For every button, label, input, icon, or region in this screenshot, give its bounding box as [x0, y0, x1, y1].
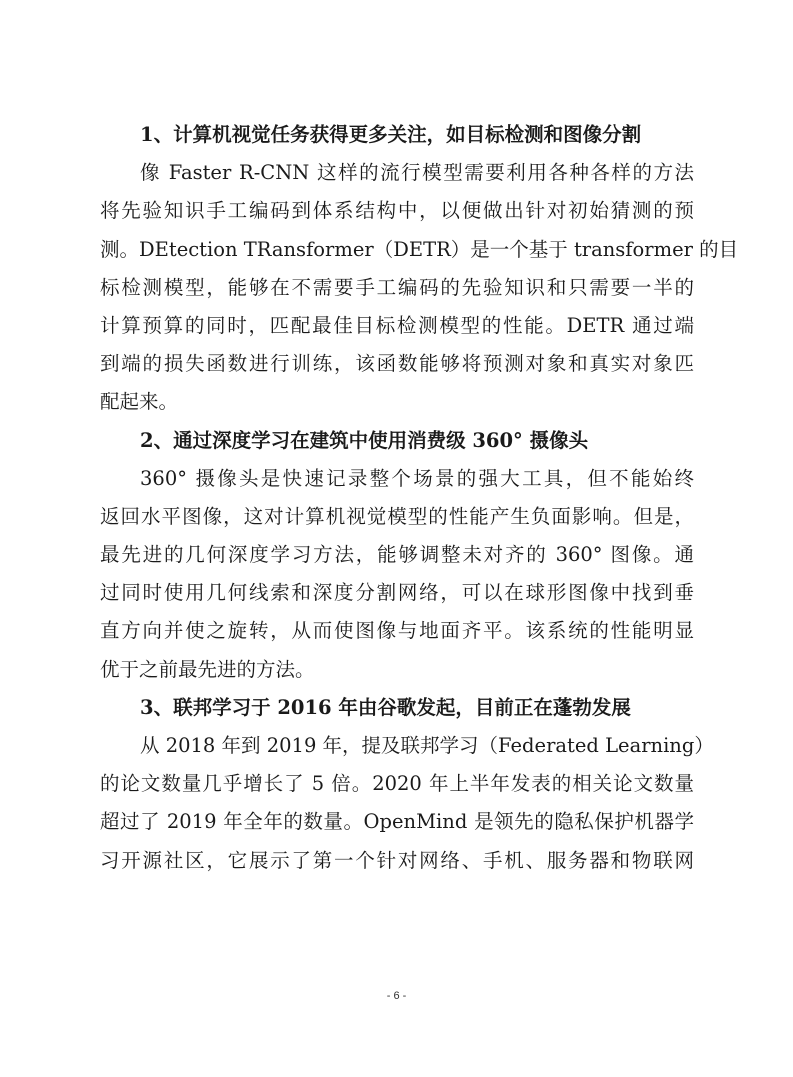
section-3	[100, 689, 714, 880]
section-heading: 1、计算机视觉任务获得更多关注，如目标检测和图像分割	[140, 123, 642, 146]
paragraph-line: 的论文数量几乎增长了 5 倍。2020 年上半年发表的相关论文数量	[100, 772, 694, 796]
page-number: - 6 -	[386, 990, 407, 1002]
paragraph-line: 测。DEtection TRansformer（DETR）是一个基于 transformer 的目	[100, 237, 739, 261]
paragraph-line: 将先验知识手工编码到体系结构中，以便做出针对初始猜测的预	[100, 199, 694, 223]
document-body	[100, 116, 739, 880]
paragraph-line: 返回水平图像，这对计算机视觉模型的性能产生负面影响。但是，	[100, 504, 694, 528]
paragraph-line: 从 2018 年到 2019 年，提及联邦学习（Federated Learning）	[140, 734, 714, 757]
paragraph-line: 计算预算的同时，匹配最佳目标检测模型的性能。DETR 通过端	[100, 313, 694, 337]
paragraph-line: 过同时使用几何线索和深度分割网络，可以在球形图像中找到垂	[100, 581, 694, 605]
paragraph-line: 360° 摄像头是快速记录整个场景的强大工具，但不能始终	[140, 466, 694, 490]
paragraph-line: 超过了 2019 年全年的数量。OpenMind 是领先的隐私保护机器学	[100, 810, 694, 834]
paragraph-line: 配起来。	[100, 390, 179, 414]
paragraph-line: 习开源社区，它展示了第一个针对网络、手机、服务器和物联网	[100, 848, 694, 872]
section-2	[100, 422, 694, 689]
paragraph-line: 标检测模型，能够在不需要手工编码的先验知识和只需要一半的	[100, 275, 694, 299]
section-heading: 3、联邦学习于 2016 年由谷歌发起，目前正在蓬勃发展	[140, 695, 631, 719]
paragraph-line: 像 Faster R-CNN 这样的流行模型需要利用各种各样的方法	[140, 161, 694, 185]
paragraph-line: 最先进的几何深度学习方法，能够调整未对齐的 360° 图像。通	[100, 543, 694, 567]
section-heading: 2、通过深度学习在建筑中使用消费级 360° 摄像头	[140, 428, 589, 452]
paragraph-line: 到端的损失函数进行训练，该函数能够将预测对象和真实对象匹	[100, 352, 694, 376]
paragraph-line: 直方向并使之旋转，从而使图像与地面齐平。该系统的性能明显	[100, 619, 694, 643]
section-1	[100, 116, 739, 422]
paragraph-line: 优于之前最先进的方法。	[100, 657, 315, 681]
